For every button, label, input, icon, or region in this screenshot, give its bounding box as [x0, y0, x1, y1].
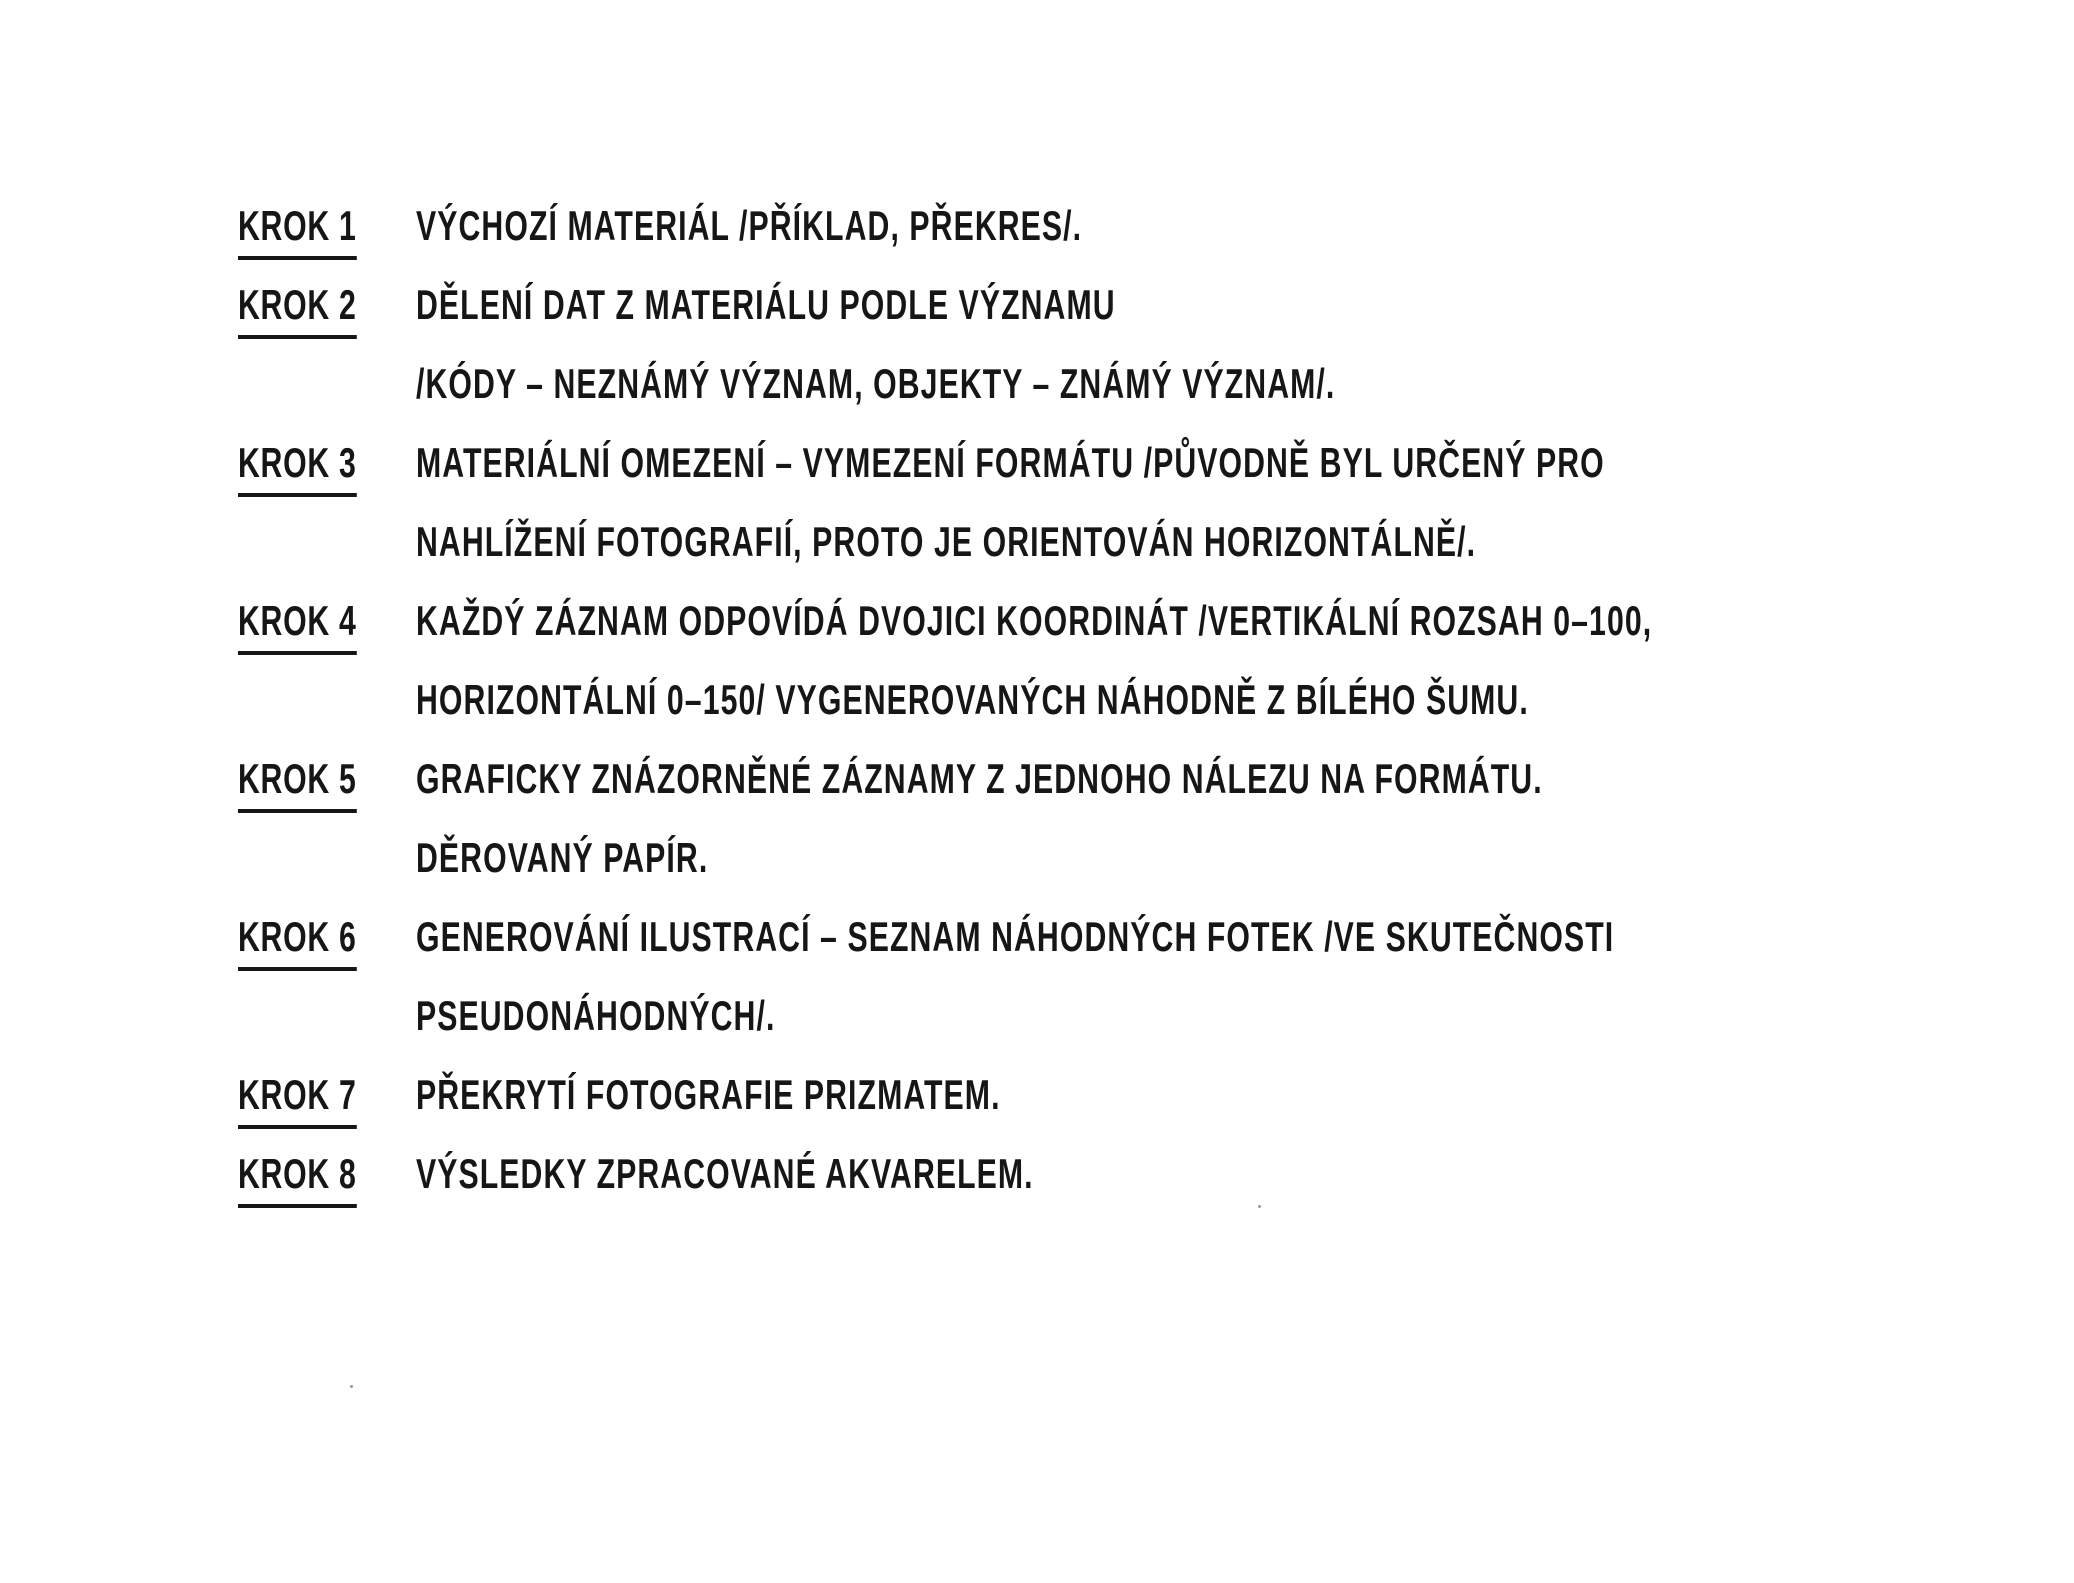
step-text-line: PSEUDONÁHODNÝCH/. [416, 992, 776, 1039]
step-label-text: KROK 1 [238, 198, 357, 260]
step-text-line: DĚROVANÝ PAPÍR. [416, 834, 709, 881]
step-6 [238, 897, 1958, 1055]
step-label-text: KROK 8 [238, 1146, 357, 1208]
step-text-line: GENEROVÁNÍ ILUSTRACÍ – SEZNAM NÁHODNÝCH FOTEK /VE SKUTEČNOSTI [416, 913, 1615, 960]
step-label [238, 1055, 357, 1134]
step-text [416, 897, 2074, 1055]
step-text-line: MATERIÁLNÍ OMEZENÍ – VYMEZENÍ FORMÁTU /PŮVODNĚ BYL URČENÝ PRO [416, 439, 1605, 486]
scan-speck [350, 1385, 353, 1388]
step-4 [238, 581, 1958, 739]
step-text-line: GRAFICKY ZNÁZORNĚNÉ ZÁZNAMY Z JEDNOHO NÁLEZU NA FORMÁTU. [416, 755, 1543, 802]
step-text-line: VÝSLEDKY ZPRACOVANÉ AKVARELEM. [416, 1150, 1034, 1197]
step-8 [238, 1134, 1958, 1213]
step-text [416, 581, 2074, 739]
step-3 [238, 423, 1958, 581]
step-text-line: NAHLÍŽENÍ FOTOGRAFIÍ, PROTO JE ORIENTOVÁN HORIZONTÁLNĚ/. [416, 518, 1477, 565]
step-text-line: DĚLENÍ DAT Z MATERIÁLU PODLE VÝZNAMU [416, 281, 1116, 328]
step-label-text: KROK 7 [238, 1067, 357, 1129]
step-label-text: KROK 4 [238, 593, 357, 655]
step-label-text: KROK 3 [238, 435, 357, 497]
step-text [416, 423, 2067, 581]
step-1 [238, 186, 1958, 265]
step-text-line: HORIZONTÁLNÍ 0–150/ VYGENEROVANÝCH NÁHODNĚ Z BÍLÉHO ŠUMU. [416, 676, 1529, 723]
step-list [238, 186, 1958, 1213]
step-text [416, 1055, 1958, 1134]
step-label [238, 423, 357, 502]
step-text [416, 265, 1958, 423]
step-text [416, 739, 1981, 897]
step-text [416, 1134, 1958, 1213]
step-text-line: VÝCHOZÍ MATERIÁL /PŘÍKLAD, PŘEKRES/. [416, 202, 1083, 249]
step-text-line: /KÓDY – NEZNÁMÝ VÝZNAM, OBJEKTY – ZNÁMÝ VÝZNAM/. [416, 360, 1336, 407]
step-label-text: KROK 5 [238, 751, 357, 813]
scan-speck [1258, 1205, 1261, 1208]
step-label [238, 897, 357, 976]
step-text [416, 186, 1958, 265]
step-label-text: KROK 6 [238, 909, 357, 971]
step-text-line: KAŽDÝ ZÁZNAM ODPOVÍDÁ DVOJICI KOORDINÁT /VERTIKÁLNÍ ROZSAH 0–100, [416, 597, 1653, 644]
step-text-line: PŘEKRYTÍ FOTOGRAFIE PRIZMATEM. [416, 1071, 1001, 1118]
step-5 [238, 739, 1958, 897]
step-label [238, 1134, 357, 1213]
step-label-text: KROK 2 [238, 277, 357, 339]
step-label [238, 739, 357, 818]
step-label [238, 265, 357, 344]
step-2 [238, 265, 1958, 423]
step-7 [238, 1055, 1958, 1134]
step-label [238, 581, 357, 660]
step-label [238, 186, 357, 265]
